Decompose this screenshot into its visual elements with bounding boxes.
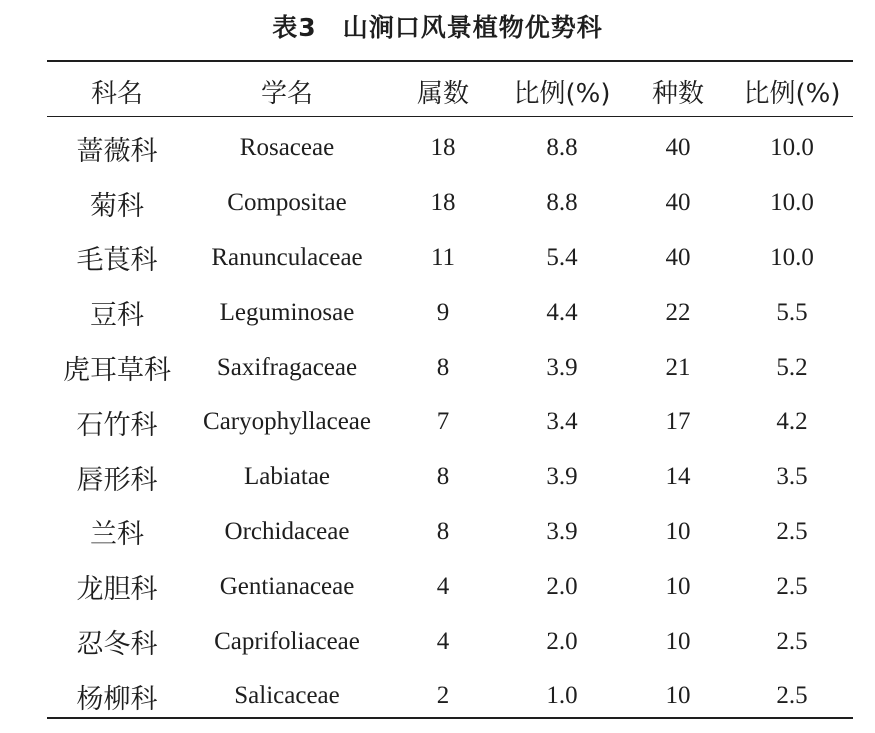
family-name-cell: 菊科 (90, 190, 144, 222)
genus-percent-cell: 3.9 (546, 517, 578, 545)
species-count-cell: 40 (665, 243, 691, 271)
species-percent-cell: 3.5 (776, 463, 808, 491)
family-name-cell: 蔷薇科 (76, 135, 158, 167)
genus-percent-cell: 4.4 (546, 298, 578, 326)
scientific-name-cell: Leguminosae (219, 298, 355, 326)
species-count-cell: 40 (665, 134, 691, 162)
table-row (47, 231, 853, 286)
genus-count-cell: 8 (436, 463, 450, 491)
species-count-cell: 10 (665, 572, 691, 600)
table-number: 表3 (272, 13, 317, 42)
species-percent-cell: 5.2 (776, 353, 808, 381)
species-count-cell: 22 (665, 298, 691, 326)
genus-count-cell: 2 (436, 682, 450, 710)
scientific-name-cell: Orchidaceae (224, 517, 350, 545)
scientific-name-cell: Rosaceae (239, 134, 335, 162)
genus-percent-cell: 3.9 (546, 353, 578, 381)
table-row (47, 669, 853, 724)
genus-count-cell: 18 (430, 134, 456, 162)
species-percent-cell: 4.2 (776, 408, 808, 436)
table-caption (0, 0, 875, 52)
genus-count-cell: 9 (436, 298, 450, 326)
scientific-name-cell: Caprifoliaceae (214, 627, 360, 655)
species-count-cell: 10 (665, 682, 691, 710)
table-row (47, 285, 853, 340)
species-count-cell: 40 (665, 189, 691, 217)
header-species-count: 种数 (651, 78, 704, 109)
species-percent-cell: 10.0 (770, 243, 814, 271)
table-row (47, 450, 853, 505)
genus-count-cell: 4 (436, 627, 450, 655)
genus-count-cell: 7 (436, 408, 450, 436)
genus-percent-cell: 8.8 (546, 189, 578, 217)
table-row (47, 505, 853, 560)
species-count-cell: 14 (665, 463, 691, 491)
header-genus-count: 属数 (416, 78, 469, 109)
genus-percent-cell: 3.9 (546, 463, 578, 491)
genus-count-cell: 8 (436, 353, 450, 381)
genus-percent-cell: 2.0 (546, 627, 578, 655)
species-percent-cell: 5.5 (776, 298, 808, 326)
species-percent-cell: 2.5 (776, 517, 808, 545)
scientific-name-cell: Saxifragaceae (216, 353, 358, 381)
table-row (47, 395, 853, 450)
genus-percent-cell: 8.8 (546, 134, 578, 162)
scientific-name-cell: Gentianaceae (219, 572, 355, 600)
species-count-cell: 10 (665, 517, 691, 545)
scientific-name-cell: Ranunculaceae (211, 243, 363, 271)
family-name-cell: 兰科 (90, 519, 144, 551)
species-percent-cell: 2.5 (776, 682, 808, 710)
family-name-cell: 唇形科 (76, 464, 158, 496)
header-species-percent: 比例(%) (743, 78, 841, 109)
species-count-cell: 10 (665, 627, 691, 655)
header-family-name: 科名 (90, 78, 143, 109)
species-count-cell: 17 (665, 408, 691, 436)
header-genus-percent: 比例(%) (513, 78, 611, 109)
genus-percent-cell: 2.0 (546, 572, 578, 600)
scientific-name-cell: Salicaceae (234, 682, 340, 710)
table-row (47, 559, 853, 614)
species-percent-cell: 2.5 (776, 572, 808, 600)
header-row (47, 62, 853, 118)
scientific-name-cell: Labiatae (243, 463, 331, 491)
family-name-cell: 石竹科 (76, 409, 158, 441)
genus-percent-cell: 1.0 (546, 682, 578, 710)
genus-count-cell: 11 (430, 243, 456, 271)
header-scientific-name: 学名 (260, 78, 313, 109)
dominant-families-table (47, 62, 853, 724)
table-title: 山涧口风景植物优势科 (342, 13, 603, 42)
family-name-cell: 杨柳科 (76, 683, 158, 715)
genus-count-cell: 8 (436, 517, 450, 545)
genus-count-cell: 4 (436, 572, 450, 600)
genus-percent-cell: 5.4 (546, 243, 578, 271)
genus-count-cell: 18 (430, 189, 456, 217)
table-row (47, 176, 853, 231)
family-name-cell: 龙胆科 (76, 574, 158, 606)
species-percent-cell: 10.0 (770, 134, 814, 162)
genus-percent-cell: 3.4 (546, 408, 578, 436)
species-count-cell: 21 (665, 353, 691, 381)
scientific-name-cell: Caryophyllaceae (203, 408, 371, 436)
table-row (47, 118, 853, 176)
table-row (47, 340, 853, 395)
family-name-cell: 虎耳草科 (63, 355, 171, 387)
scientific-name-cell: Compositae (227, 189, 347, 217)
species-percent-cell: 2.5 (776, 627, 808, 655)
table-row (47, 614, 853, 669)
family-name-cell: 毛茛科 (76, 245, 158, 277)
family-name-cell: 豆科 (90, 300, 144, 332)
family-name-cell: 忍冬科 (76, 629, 158, 661)
species-percent-cell: 10.0 (770, 189, 814, 217)
